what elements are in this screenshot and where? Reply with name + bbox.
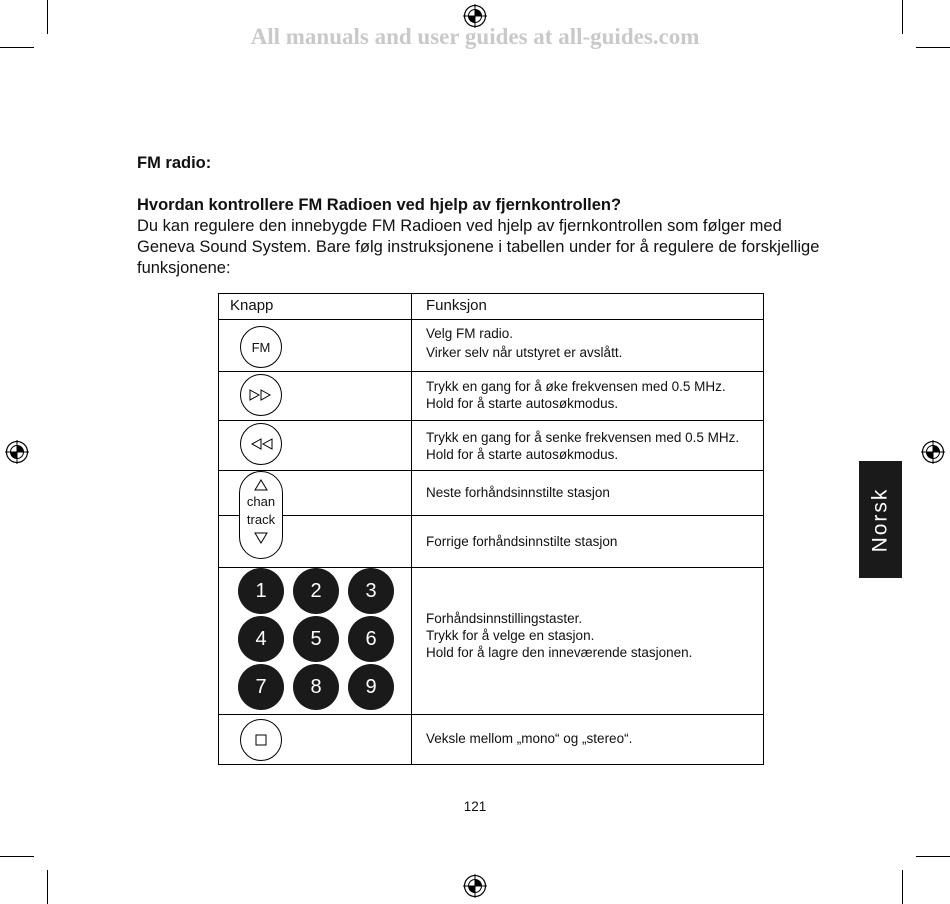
- column-divider: [411, 294, 412, 764]
- preset-key-6: 6: [348, 616, 394, 662]
- row-next-description: [426, 484, 610, 501]
- chan-track-button: [239, 471, 283, 559]
- preset-key-8: 8: [293, 664, 339, 710]
- registration-mark-icon: [5, 440, 29, 464]
- triangle-up-icon: [254, 479, 268, 491]
- row-previous-description: [426, 533, 617, 550]
- row-preset-description: [426, 610, 692, 661]
- description-line: Hold for å starte autosøkmodus.: [426, 396, 619, 411]
- triangle-down-icon: [254, 532, 268, 544]
- description-line: Forrige forhåndsinnstilte stasjon: [426, 534, 618, 549]
- registration-mark-icon: [921, 440, 945, 464]
- watermark: All manuals and user guides at all-guides.com: [250, 24, 700, 49]
- row-divider: [219, 567, 763, 568]
- track-label: track: [246, 512, 276, 527]
- description-line: Virker selv når utstyret er avslått.: [426, 345, 623, 360]
- description-line: Hold for å starte autosøkmodus.: [426, 447, 619, 462]
- row-divider: [219, 371, 763, 372]
- preset-key-9: 9: [348, 664, 394, 710]
- preset-key-7: 7: [238, 664, 284, 710]
- description-line: Trykk for å velge en stasjon.: [426, 628, 595, 643]
- header-funksjon: Funksjon: [426, 297, 487, 314]
- preset-key-2: 2: [293, 568, 339, 614]
- row-rewind-description: [426, 429, 739, 463]
- description-line: Forhåndsinnstillingstaster.: [426, 611, 583, 626]
- mono-stereo-button: [240, 719, 282, 761]
- preset-key-3: 3: [348, 568, 394, 614]
- fast-forward-icon: [249, 389, 273, 401]
- description-line: Veksle mellom „mono“ og „stereo“.: [426, 731, 633, 746]
- crop-mark: [47, 870, 48, 904]
- section-title: FM radio:: [137, 154, 212, 172]
- crop-mark: [916, 856, 950, 857]
- row-forward-description: [426, 378, 726, 412]
- preset-key-5: 5: [293, 616, 339, 662]
- fast-forward-button: [240, 374, 282, 416]
- row-divider: [219, 515, 763, 516]
- page-number: 121: [463, 799, 487, 814]
- header-knapp: Knapp: [230, 297, 274, 314]
- registration-mark-icon: [463, 874, 487, 898]
- row-divider: [219, 470, 763, 471]
- description-line: Velg FM radio.: [426, 326, 514, 341]
- intro-paragraph: Du kan regulere den innebygde FM Radioen ved hjelp av fjernkontrollen som følger med Geneva Sound System. Bare følg instruksjonene i tabellen under for å regulere de forskjellige funksjonene:: [137, 217, 820, 277]
- preset-key-1: 1: [238, 568, 284, 614]
- preset-key-4: 4: [238, 616, 284, 662]
- crop-mark: [0, 856, 34, 857]
- description-line: Trykk en gang for å øke frekvensen med 0.5 MHz.: [426, 379, 726, 394]
- row-divider: [219, 714, 763, 715]
- row-mono-stereo-description: [426, 730, 632, 747]
- square-icon: [255, 734, 267, 746]
- fm-button: FM: [240, 326, 282, 368]
- description-line: Trykk en gang for å senke frekvensen med 0.5 MHz.: [426, 430, 740, 445]
- function-table: [218, 293, 764, 765]
- language-tab: [859, 461, 902, 578]
- question-heading: Hvordan kontrollere FM Radioen ved hjelp av fjernkontrollen?: [137, 196, 622, 214]
- rewind-button: [240, 423, 282, 465]
- row-fm-description: [426, 325, 622, 361]
- description-line: Neste forhåndsinnstilte stasjon: [426, 485, 610, 500]
- crop-mark: [902, 870, 903, 904]
- rewind-icon: [249, 438, 273, 450]
- chan-label: chan: [246, 494, 276, 509]
- description-line: Hold for å lagre den inneværende stasjonen.: [426, 645, 693, 660]
- language-tab-label: Norsk: [868, 487, 892, 552]
- row-divider: [219, 319, 763, 320]
- row-divider: [219, 420, 763, 421]
